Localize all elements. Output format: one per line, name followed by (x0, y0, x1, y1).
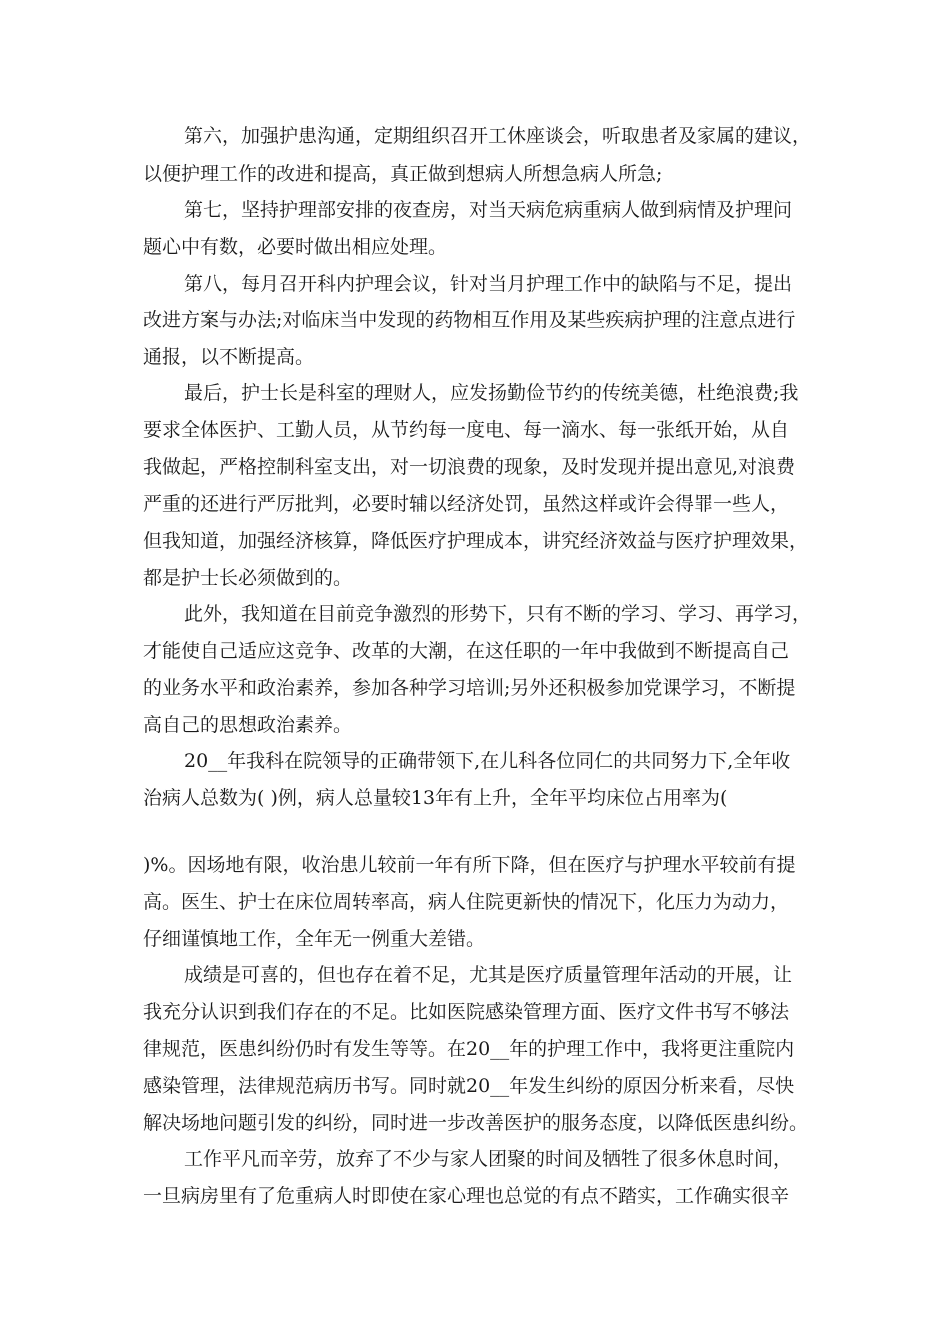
text-line: 律规范，医患纠纷仍时有发生等等。在20__年的护理工作中，我将更注重院内 (143, 1038, 795, 1060)
text-line: 改进方案与办法;对临床当中发现的药物相互作用及某些疾病护理的注意点进行 (143, 309, 796, 331)
text-line: 高自己的思想政治素养。 (143, 714, 353, 736)
text-line: 的业务水平和政治素养，参加各种学习培训;另外还积极参加党课学习，不断提 (143, 677, 796, 699)
text-line: 此外，我知道在目前竞争激烈的形势下，只有不断的学习、学习、再学习， (184, 603, 812, 625)
text-line: 治病人总数为( )例，病人总量较13年有上升，全年平均床位占用率为( (143, 787, 728, 809)
text-line: 工作平凡而辛劳，放弃了不少与家人团聚的时间及牺牲了很多休息时间， (184, 1148, 793, 1170)
text-line: 以便护理工作的改进和提高，真正做到想病人所想急病人所急; (143, 163, 663, 185)
text-line: 第八，每月召开科内护理会议，针对当月护理工作中的缺陷与不足，提出 (184, 273, 793, 295)
text-line: 第六，加强护患沟通，定期组织召开工休座谈会，听取患者及家属的建议， (184, 125, 812, 147)
text-line: 我充分认识到我们存在的不足。比如医院感染管理方面、医疗文件书写不够法 (143, 1001, 790, 1023)
text-line: 20__年我科在院领导的正确带领下,在儿科各位同仁的共同努力下,全年收 (184, 750, 791, 772)
text-line: 我做起，严格控制科室支出，对一切浪费的现象，及时发现并提出意见,对浪费 (143, 456, 796, 478)
text-line: 要求全体医护、工勤人员，从节约每一度电、每一滴水、每一张纸开始，从自 (143, 419, 790, 441)
text-line: 感染管理，法律规范病历书写。同时就20__年发生纠纷的原因分析来看，尽快 (143, 1075, 795, 1097)
text-line: 严重的还进行严厉批判，必要时辅以经济处罚，虽然这样或许会得罪一些人， (143, 493, 790, 515)
text-line: 但我知道，加强经济核算，降低医疗护理成本，讲究经济效益与医疗护理效果， (143, 530, 809, 552)
text-line: )%。因场地有限，收治患儿较前一年有所下降，但在医疗与护理水平较前有提 (143, 854, 796, 876)
text-line: 都是护士长必须做到的。 (143, 567, 353, 589)
text-line: 题心中有数，必要时做出相应处理。 (143, 236, 448, 258)
text-line: 最后，护士长是科室的理财人，应发扬勤俭节约的传统美德，杜绝浪费;我 (184, 382, 799, 404)
text-line: 成绩是可喜的，但也存在着不足，尤其是医疗质量管理年活动的开展，让 (184, 964, 793, 986)
text-line: 高。医生、护士在床位周转率高，病人住院更新快的情况下，化压力为动力， (143, 891, 790, 913)
text-line: 解决场地问题引发的纠纷，同时进一步改善医护的服务态度，以降低医患纠纷。 (143, 1112, 809, 1134)
text-line: 第七，坚持护理部安排的夜查房，对当天病危病重病人做到病情及护理问 (184, 199, 793, 221)
text-line: 通报，以不断提高。 (143, 346, 315, 368)
text-line: 一旦病房里有了危重病人时即使在家心理也总觉的有点不踏实，工作确实很辛 (143, 1185, 790, 1207)
text-line: 才能使自己适应这竞争、改革的大潮，在这任职的一年中我做到不断提高自己 (143, 640, 790, 662)
text-line: 仔细谨慎地工作，全年无一例重大差错。 (143, 928, 486, 950)
